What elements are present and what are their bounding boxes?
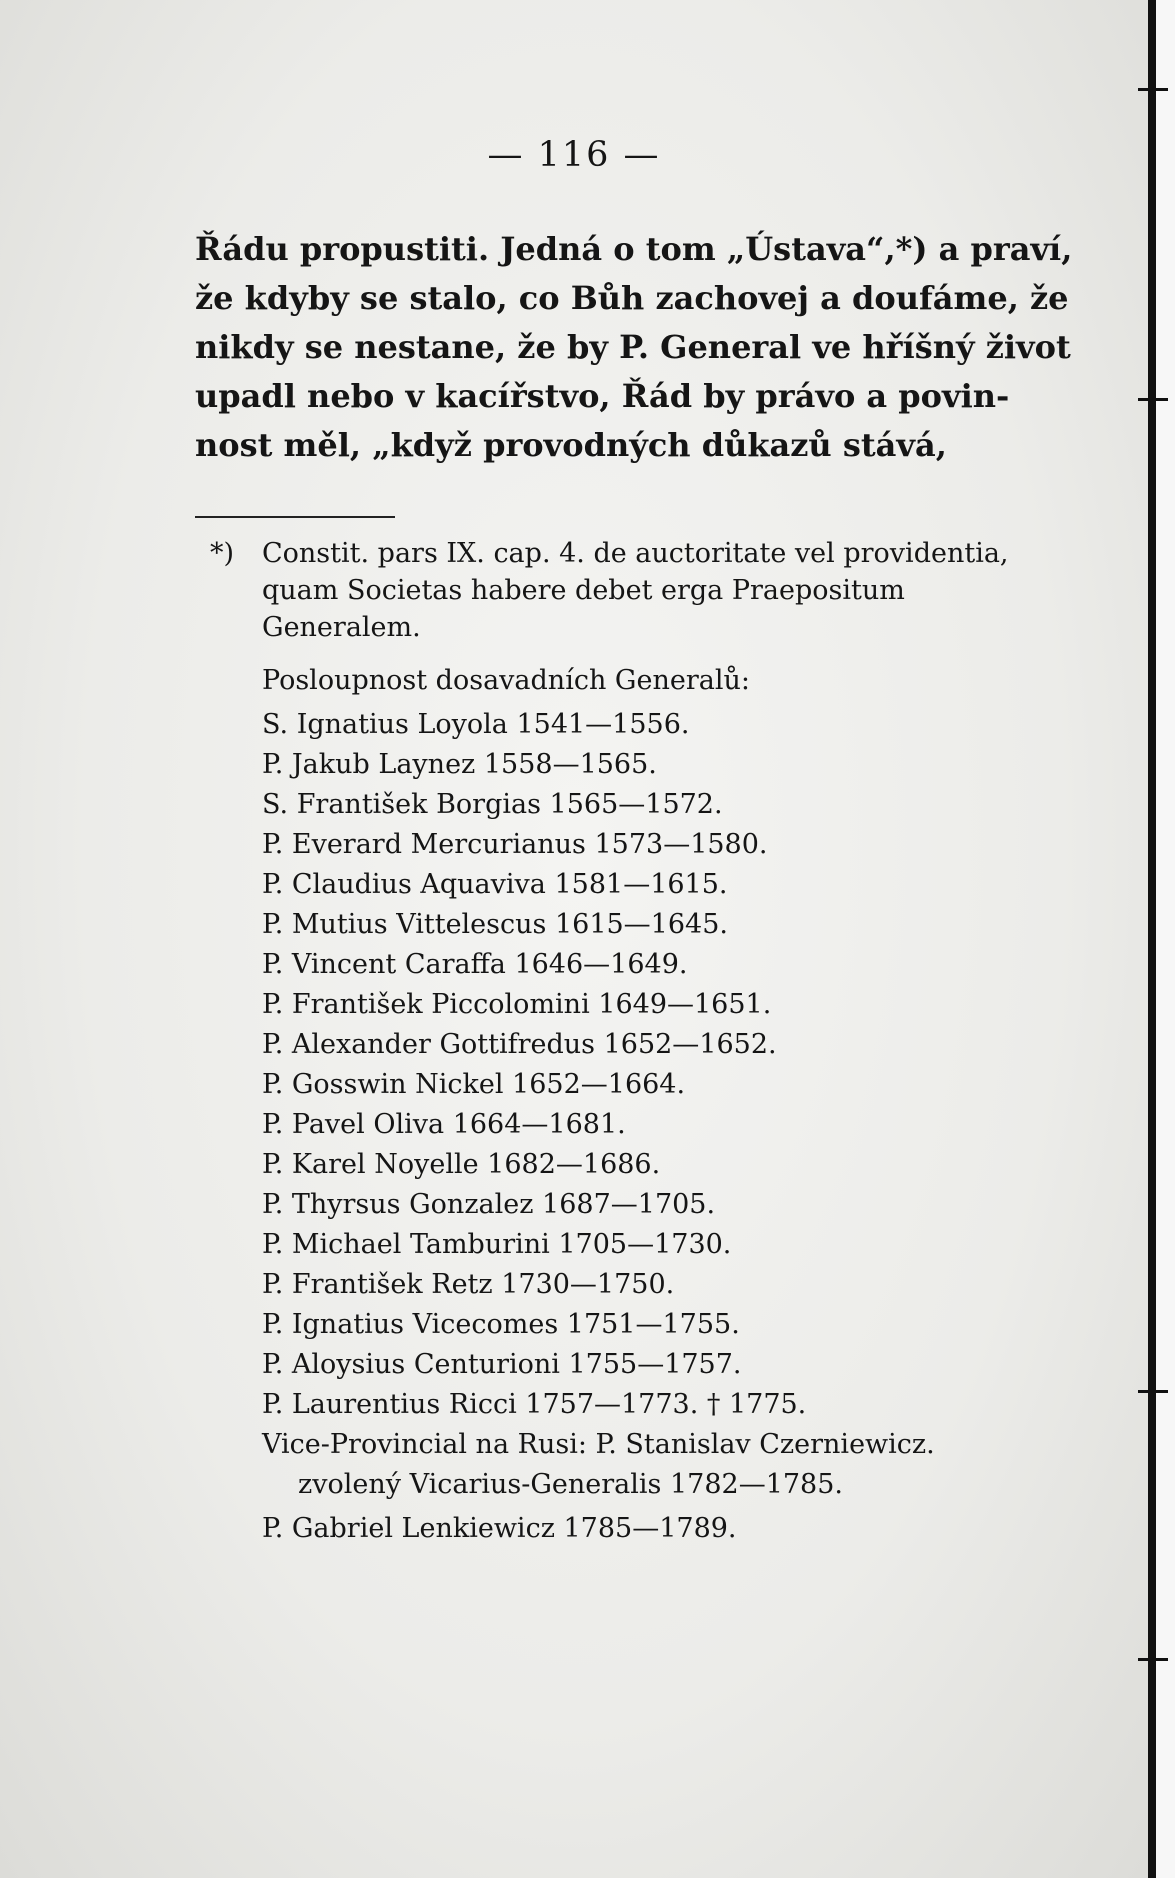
vice-provincial-continuation: zvolený Vicarius-Generalis 1782—1785. bbox=[298, 1469, 843, 1500]
page-number: — 116 — bbox=[487, 135, 661, 175]
scan-margin bbox=[1156, 0, 1175, 1878]
list-item: P. František Retz 1730—1750. bbox=[262, 1269, 675, 1300]
text-line: upadl nebo v kacířstvo, Řád by právo a povin- bbox=[195, 377, 1010, 415]
edge-tick bbox=[1138, 398, 1168, 401]
footnote-text: Constit. pars IX. cap. 4. de auctoritate vel providentia, quam Societas habere debet erga Praepositum Generalem. bbox=[262, 538, 1009, 643]
text-line: že kdyby se stalo, co Bůh zachovej a doufáme, že bbox=[195, 279, 1069, 317]
generals-list-title: Posloupnost dosavadních Generalů: bbox=[262, 665, 750, 696]
list-item: P. Mutius Vittelescus 1615—1645. bbox=[262, 909, 728, 940]
list-item: P. Everard Mercurianus 1573—1580. bbox=[262, 829, 768, 860]
footnote-marker: *) bbox=[210, 538, 235, 569]
list-item: P. Ignatius Vicecomes 1751—1755. bbox=[262, 1309, 740, 1340]
edge-tick bbox=[1138, 1658, 1168, 1661]
list-item: P. Pavel Oliva 1664—1681. bbox=[262, 1109, 626, 1140]
page-binding-edge bbox=[1148, 0, 1156, 1878]
vice-provincial-line: Vice-Provincial na Rusi: P. Stanislav Czerniewicz. bbox=[262, 1429, 935, 1460]
text-line: nikdy se nestane, že by P. General ve hříšný život bbox=[195, 328, 1071, 366]
footnote-reference bbox=[210, 535, 1045, 646]
list-item: P. Michael Tamburini 1705—1730. bbox=[262, 1229, 732, 1260]
text-line: Řádu propustiti. Jedná o tom „Ústava“,*) a praví, bbox=[195, 230, 1073, 268]
vice-provincial-entry bbox=[262, 1425, 1045, 1505]
list-item: P. Claudius Aquaviva 1581—1615. bbox=[262, 869, 728, 900]
list-item: P. Vincent Caraffa 1646—1649. bbox=[262, 949, 688, 980]
list-item: S. Ignatius Loyola 1541—1556. bbox=[262, 709, 690, 740]
edge-tick bbox=[1138, 88, 1168, 91]
footnote-rule bbox=[195, 516, 395, 518]
list-item: P. František Piccolomini 1649—1651. bbox=[262, 989, 772, 1020]
main-text bbox=[195, 225, 1073, 470]
list-item: P. Thyrsus Gonzalez 1687—1705. bbox=[262, 1189, 716, 1220]
list-item: P. Karel Noyelle 1682—1686. bbox=[262, 1149, 661, 1180]
footnote bbox=[210, 535, 1045, 1549]
list-item: P. Gosswin Nickel 1652—1664. bbox=[262, 1069, 686, 1100]
list-item: P. Aloysius Centurioni 1755—1757. bbox=[262, 1349, 742, 1380]
list-item: P. Laurentius Ricci 1757—1773. † 1775. bbox=[262, 1389, 807, 1420]
last-general-entry: P. Gabriel Lenkiewicz 1785—1789. bbox=[262, 1513, 737, 1544]
list-item: P. Alexander Gottifredus 1652—1652. bbox=[262, 1029, 777, 1060]
generals-list bbox=[210, 705, 1045, 1425]
list-item: P. Jakub Laynez 1558—1565. bbox=[262, 749, 657, 780]
list-item: S. František Borgias 1565—1572. bbox=[262, 789, 723, 820]
edge-tick bbox=[1138, 1390, 1168, 1393]
text-line: nost měl, „když provodných důkazů stává, bbox=[195, 426, 947, 464]
